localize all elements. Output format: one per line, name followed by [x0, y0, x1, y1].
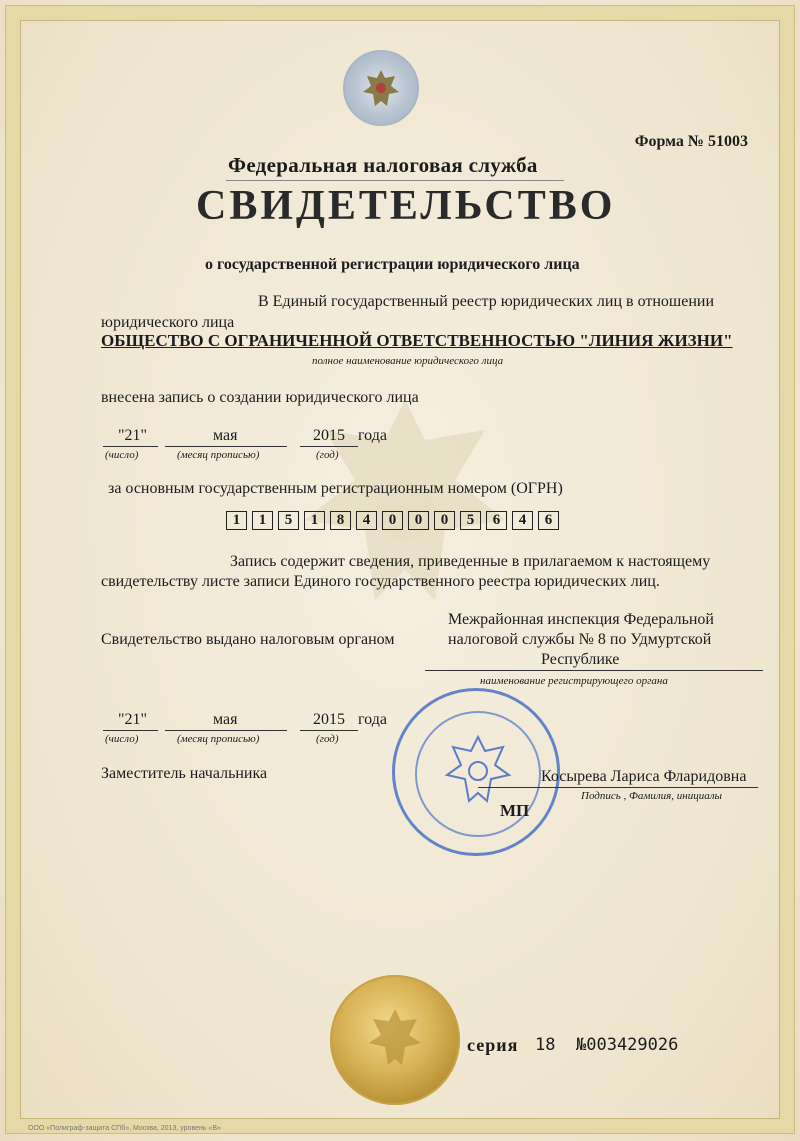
fns-emblem-icon: [343, 50, 419, 126]
date2-caption-month: (месяц прописью): [177, 733, 260, 745]
ogrn-digit: 5: [460, 511, 481, 530]
issued-by-label: Свидетельство выдано налоговым органом: [101, 631, 395, 648]
intro-line-2: юридического лица: [101, 314, 235, 331]
authority-underline: [425, 670, 763, 671]
date1-month: мая: [213, 427, 238, 444]
ogrn-digit: 0: [434, 511, 455, 530]
entry-text: внесена запись о создании юридического лица: [101, 389, 419, 406]
date1-caption-year: (год): [316, 449, 339, 461]
authority-line-2: налоговой службы № 8 по Удмуртской: [448, 631, 712, 648]
ogrn-digit: 6: [486, 511, 507, 530]
signatory-position: Заместитель начальника: [101, 765, 268, 782]
date1-caption-day: (число): [105, 449, 139, 461]
record-line-1: Запись содержит сведения, приведенные в прилагаемом к настоящему: [230, 553, 711, 570]
form-number: Форма № 51003: [634, 133, 748, 150]
ogrn-digit: 0: [408, 511, 429, 530]
ogrn-digit: 1: [226, 511, 247, 530]
printer-note: ООО «Полиграф-защита СПб», Москва, 2013, уровень «В»: [28, 1125, 221, 1132]
date2-year-line: [300, 730, 358, 731]
ogrn-digit: 0: [382, 511, 403, 530]
ogrn-digit: 8: [330, 511, 351, 530]
date1-suffix: года: [358, 427, 387, 444]
ogrn-digit: 6: [538, 511, 559, 530]
agency-name: Федеральная налоговая служба: [228, 153, 538, 177]
date1-month-line: [165, 446, 287, 447]
ogrn-digit: 5: [278, 511, 299, 530]
entity-caption: полное наименование юридического лица: [312, 355, 504, 367]
date1-year-line: [300, 446, 358, 447]
date1-caption-month: (месяц прописью): [177, 449, 260, 461]
ogrn-digit: 1: [304, 511, 325, 530]
date2-day-line: [103, 730, 158, 731]
mp-mark: МП: [500, 801, 530, 820]
date2-caption-day: (число): [105, 733, 139, 745]
entity-name: ОБЩЕСТВО С ОГРАНИЧЕННОЙ ОТВЕТСТВЕННОСТЬЮ "ЛИНИЯ ЖИЗНИ": [101, 331, 733, 350]
intro-line-1: В Единый государственный реестр юридических лиц в отношении: [258, 293, 715, 310]
date1-day-line: [103, 446, 158, 447]
date2-year: 2015: [313, 711, 345, 728]
date2-month: мая: [213, 711, 238, 728]
record-line-2: свидетельству листе записи Единого государственного реестра юридических лиц.: [101, 573, 660, 590]
official-stamp-icon: [392, 688, 560, 856]
date1-year: 2015: [313, 427, 345, 444]
document-title: СВИДЕТЕЛЬСТВО: [196, 183, 616, 229]
authority-line-1: Межрайонная инспекция Федеральной: [448, 611, 714, 628]
ogrn-digit: 4: [356, 511, 377, 530]
document-subtitle: о государственной регистрации юридического лица: [205, 256, 580, 273]
ogrn-digit: 4: [512, 511, 533, 530]
certificate-number: №003429026: [576, 1035, 679, 1055]
ogrn-digit: 1: [252, 511, 273, 530]
date2-day: "21": [118, 711, 148, 728]
signatory-caption: Подпись , Фамилия, инициалы: [581, 790, 722, 802]
date2-month-line: [165, 730, 287, 731]
authority-line-3: Республике: [541, 651, 620, 668]
signatory-name: Косырева Лариса Фларидовна: [541, 768, 747, 785]
date2-caption-year: (год): [316, 733, 339, 745]
agency-underline: [226, 180, 564, 181]
date1-day: "21": [118, 427, 148, 444]
gold-hologram-seal-icon: [330, 975, 460, 1105]
signature-line: [478, 787, 758, 788]
date2-suffix: года: [358, 711, 387, 728]
series-value: 18: [535, 1035, 556, 1055]
series-label: серия: [467, 1035, 519, 1055]
ogrn-label: за основным государственным регистрационным номером (ОГРН): [108, 480, 563, 497]
authority-caption: наименование регистрирующего органа: [480, 675, 668, 687]
